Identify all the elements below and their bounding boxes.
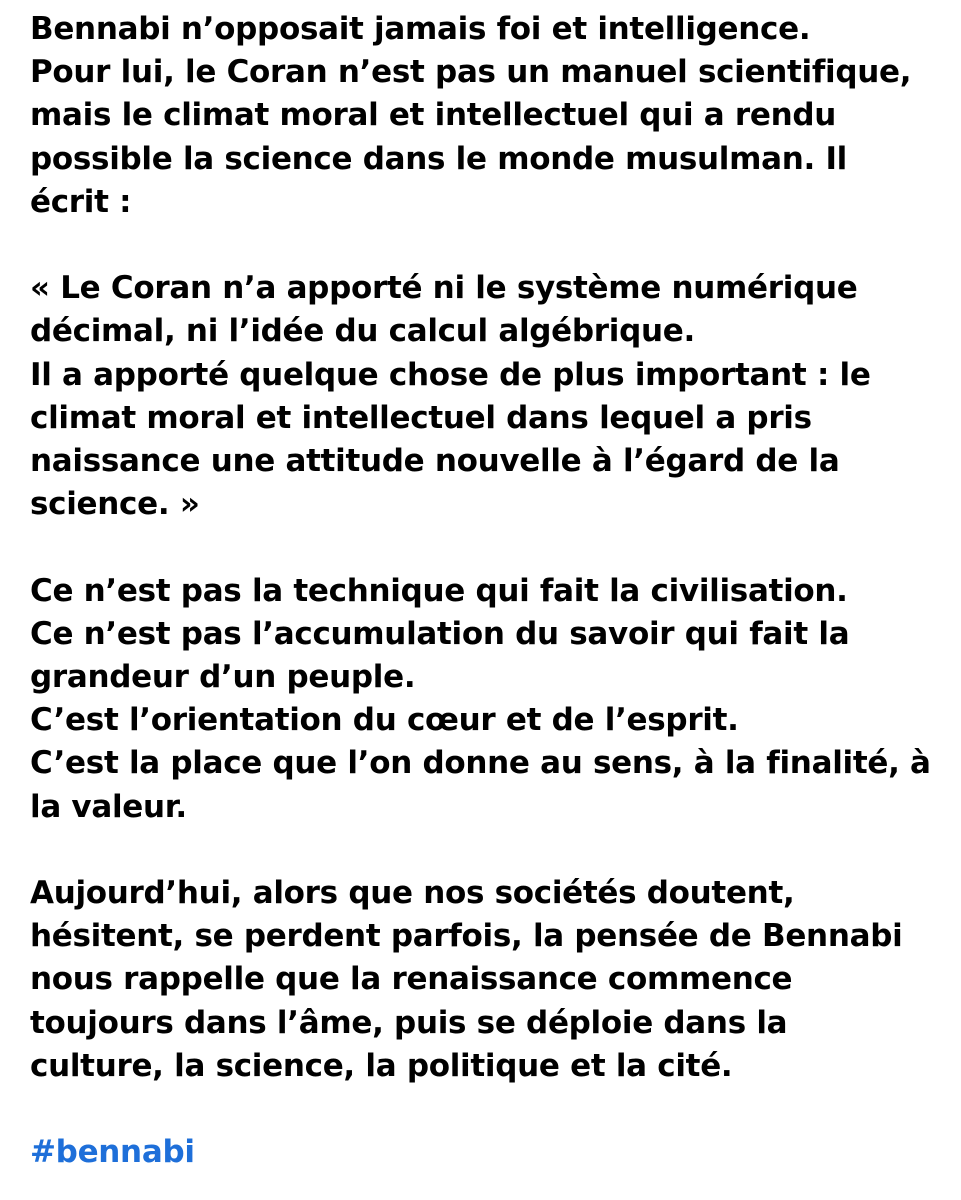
text-line: Aujourd’hui, alors que nos sociétés doutent, — [30, 875, 795, 912]
note-body — [30, 8, 950, 1174]
text-line: Ce n’est pas l’accumulation du savoir qui fait la — [30, 615, 850, 652]
text-line: nous rappelle que la renaissance commence — [30, 961, 793, 998]
text-line: Il a apporté quelque chose de plus important : le — [30, 356, 871, 393]
text-line: Ce n’est pas la technique qui fait la civilisation. — [30, 572, 848, 609]
text-line: « Le Coran n’a apporté ni le système numérique — [30, 270, 858, 307]
text-line: mais le climat moral et intellectuel qui a rendu — [30, 97, 837, 134]
text-line: Bennabi n’opposait jamais foi et intelligence. — [30, 11, 811, 47]
text-line: science. » — [30, 486, 200, 523]
text-line: écrit : — [30, 183, 132, 220]
paragraph-spacer — [30, 829, 950, 872]
text-line: décimal, ni l’idée du calcul algébrique. — [30, 313, 695, 350]
paragraph-3 — [30, 570, 950, 829]
text-line: la valeur. — [30, 788, 187, 825]
text-line: grandeur d’un peuple. — [30, 659, 416, 696]
text-line: culture, la science, la politique et la cité. — [30, 1047, 733, 1084]
paragraph-4 — [30, 872, 950, 1088]
text-line: hésitent, se perdent parfois, la pensée de Bennabi — [30, 918, 903, 955]
text-line: C’est la place que l’on donne au sens, à la finalité, à — [30, 745, 931, 782]
paragraph-2-quote — [30, 267, 950, 526]
paragraph-1 — [30, 8, 950, 224]
text-line: climat moral et intellectuel dans lequel a pris — [30, 399, 812, 436]
text-line: C’est l’orientation du cœur et de l’esprit. — [30, 702, 739, 739]
hashtag-link[interactable]: #bennabi — [30, 1134, 195, 1171]
text-line: possible la science dans le monde musulman. Il — [30, 140, 848, 177]
text-line: toujours dans l’âme, puis se déploie dans la — [30, 1004, 788, 1041]
text-line: Pour lui, le Coran n’est pas un manuel scientifique, — [30, 54, 912, 91]
text-line: naissance une attitude nouvelle à l’égard de la — [30, 443, 840, 480]
paragraph-spacer — [30, 1088, 950, 1131]
paragraph-spacer — [30, 526, 950, 569]
paragraph-spacer — [30, 224, 950, 267]
